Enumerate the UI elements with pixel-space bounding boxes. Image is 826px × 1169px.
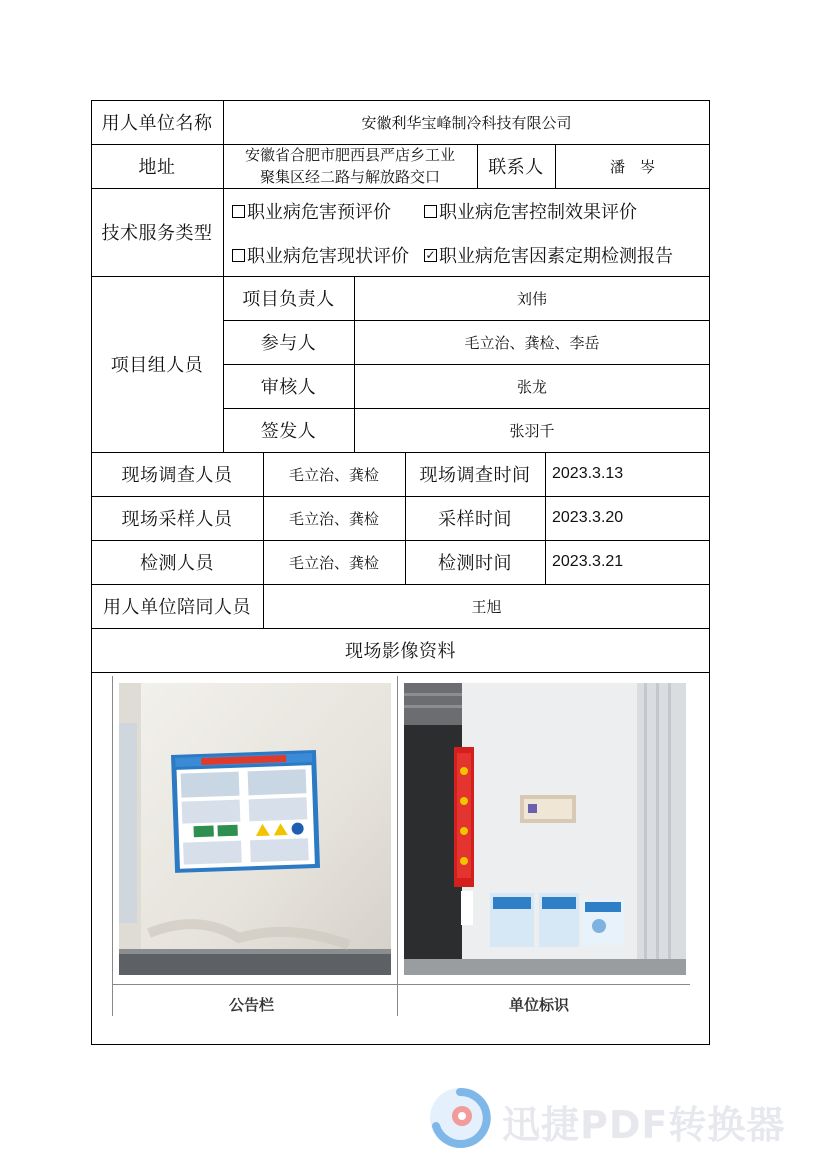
team-role-leader: 项目负责人 (242, 289, 335, 310)
bulletin-board-photo (119, 683, 391, 975)
team-role-issuer: 签发人 (260, 421, 317, 442)
checkbox-unchecked-icon (424, 205, 437, 218)
team-name-issuer: 张羽千 (509, 421, 555, 440)
checkbox-unchecked-icon (232, 249, 245, 262)
testing-staff-label: 检测人员 (140, 553, 214, 574)
team-name-participants: 毛立治、龚检、李岳 (464, 333, 600, 352)
checkbox-checked-icon: ✓ (425, 247, 436, 262)
testing-time-value: 2023.3.21 (552, 553, 624, 570)
address-label: 地址 (138, 157, 176, 178)
address-line-2: 聚集区经二路与解放路交口 (259, 168, 440, 186)
sampling-time-label: 采样时间 (438, 509, 512, 530)
watermark-logo-icon (428, 1086, 492, 1150)
survey-time-label: 现场调查时间 (419, 465, 531, 486)
watermark-text: 迅捷PDF转换器 (502, 1103, 786, 1147)
photo2-caption: 单位标识 (509, 996, 570, 1014)
unit-sign-photo (404, 683, 686, 975)
escort-value: 王旭 (471, 597, 502, 616)
survey-time-value: 2023.3.13 (552, 465, 624, 482)
address-line-1: 安徽省合肥市肥西县严店乡工业 (244, 146, 455, 164)
photo1-caption: 公告栏 (229, 996, 275, 1014)
team-role-reviewer: 审核人 (260, 377, 317, 398)
sampling-time-value: 2023.3.20 (552, 509, 624, 526)
team-name-reviewer: 张龙 (516, 377, 547, 396)
sampling-staff-label: 现场采样人员 (121, 509, 233, 530)
service-option-pre-evaluation: 职业病危害预评价 (232, 199, 391, 223)
checkbox-unchecked-icon (232, 205, 245, 218)
employer-value: 安徽利华宝峰制冷科技有限公司 (361, 113, 572, 132)
service-option-periodic-testing: ✓ 职业病危害因素定期检测报告 (425, 246, 673, 267)
employer-label: 用人单位名称 (101, 113, 213, 134)
address-value (223, 144, 477, 188)
service-type-label: 技术服务类型 (101, 223, 213, 244)
contact-label: 联系人 (488, 157, 544, 178)
service-option-status-evaluation: 职业病危害现状评价 (232, 243, 409, 267)
service-option-control-effect: 职业病危害控制效果评价 (424, 199, 637, 223)
team-role-participants: 参与人 (260, 333, 317, 354)
team-label: 项目组人员 (110, 355, 204, 376)
sampling-staff-value: 毛立治、龚检 (288, 509, 379, 528)
escort-label: 用人单位陪同人员 (103, 597, 251, 618)
survey-staff-label: 现场调查人员 (121, 465, 233, 486)
survey-staff-value: 毛立治、龚检 (288, 465, 379, 484)
testing-staff-value: 毛立治、龚检 (288, 553, 379, 572)
team-name-leader: 刘伟 (516, 289, 547, 308)
images-section-title: 现场影像资料 (345, 641, 456, 662)
contact-value: 潘 岑 (609, 157, 655, 176)
testing-time-label: 检测时间 (438, 553, 512, 574)
